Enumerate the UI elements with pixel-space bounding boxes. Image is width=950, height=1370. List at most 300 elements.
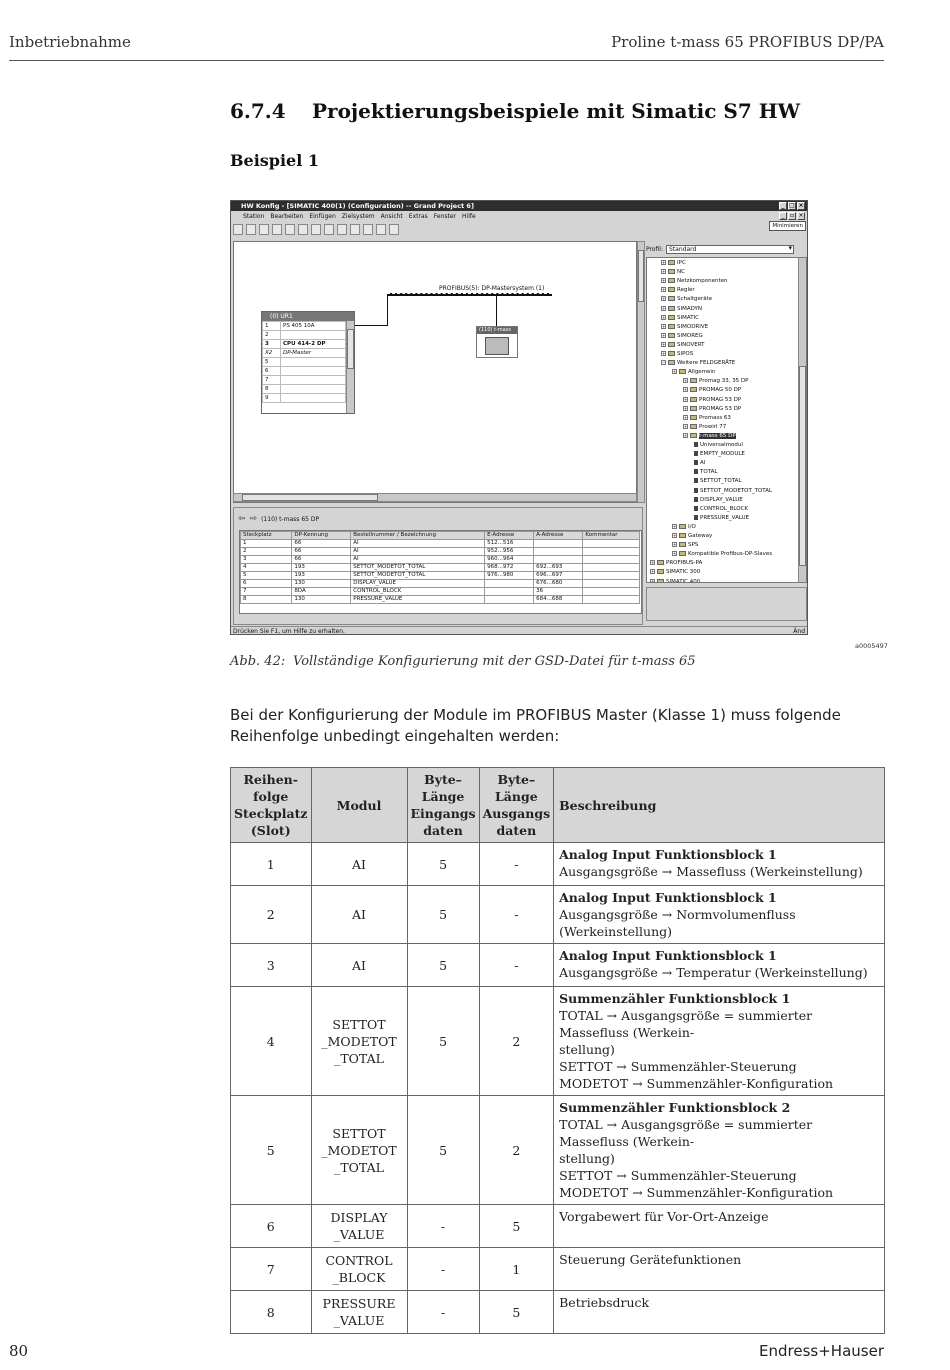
module-col-header: Bestellnummer / Bezeichnung xyxy=(351,532,485,540)
tree-node-label: DISPLAY_VALUE xyxy=(700,496,743,503)
tree-node xyxy=(661,351,693,358)
catalog-tree xyxy=(646,257,807,583)
module-cell: SETTOT_MODETOT_TOTAL xyxy=(351,564,485,572)
tree-node xyxy=(683,415,731,422)
rack-slot: 6 xyxy=(263,367,281,376)
module-row xyxy=(241,588,640,596)
output-length-cell: 2 xyxy=(479,987,554,1096)
module-cell: 696...697 xyxy=(534,572,583,580)
output-length-cell: 5 xyxy=(479,1205,554,1248)
tree-node-label: Regler xyxy=(677,287,695,294)
tree-node-label: CONTROL_BLOCK xyxy=(700,505,749,512)
module-cell: PRESSURE _VALUE xyxy=(311,1291,407,1334)
module-cell: SETTOT _MODETOT _TOTAL xyxy=(311,1096,407,1205)
description-cell xyxy=(554,1291,885,1334)
tree-node xyxy=(661,324,708,331)
tree-node-label: SIMADYN xyxy=(677,305,703,312)
module-cell: 2 xyxy=(241,548,292,556)
table-header-cell: Reihen- folge Steckplatz (Slot) xyxy=(231,768,312,843)
folder-icon xyxy=(668,360,675,365)
save-icon xyxy=(259,224,269,235)
module-icon xyxy=(694,506,698,511)
status-mode: Änd xyxy=(793,628,805,635)
tree-node-label: TOTAL xyxy=(700,469,718,476)
expand-icon: + xyxy=(651,578,655,583)
tree-node xyxy=(694,515,749,522)
module-row xyxy=(241,564,640,572)
module-cell xyxy=(583,572,640,580)
description-line: Ausgangsgröße → Normvolumenfluss (Werkeinstellung) xyxy=(559,907,796,939)
section-heading xyxy=(230,99,800,123)
expand-icon: + xyxy=(662,332,666,338)
tree-node-label: Schaltgeräte xyxy=(677,296,713,303)
description-cell xyxy=(554,886,885,944)
tree-node-label: SIMATIC 400 xyxy=(666,578,701,583)
module-cell: AI xyxy=(351,540,485,548)
module-cell xyxy=(485,588,534,596)
expand-icon: + xyxy=(684,432,688,438)
canvas-vscrollbar xyxy=(637,241,645,503)
bus-connector-h xyxy=(355,325,387,326)
output-length-cell: 2 xyxy=(479,1096,554,1205)
tree-node xyxy=(650,560,702,567)
tree-node xyxy=(661,296,712,303)
rack-module xyxy=(281,331,346,340)
module-cell: 8DA xyxy=(292,588,351,596)
tree-node xyxy=(683,424,726,431)
module-cell: 512...516 xyxy=(485,540,534,548)
expand-icon: + xyxy=(673,369,677,375)
module-cell: 66 xyxy=(292,556,351,564)
module-cell: 130 xyxy=(292,596,351,604)
network-icon xyxy=(376,224,386,235)
expand-icon: + xyxy=(684,396,688,402)
folder-icon xyxy=(668,342,675,347)
rack-scrollbar xyxy=(346,321,354,413)
slot-cell: 5 xyxy=(231,1096,312,1205)
tree-node xyxy=(694,488,772,495)
page-number: 80 xyxy=(9,1342,29,1360)
input-length-cell: 5 xyxy=(407,843,479,886)
header-rule xyxy=(9,60,884,61)
figure-code: a0005497 xyxy=(855,642,888,650)
station-canvas xyxy=(233,241,637,503)
description-cell xyxy=(554,1205,885,1248)
module-cell: AI xyxy=(311,944,407,987)
module-icon xyxy=(694,497,698,502)
rack-module xyxy=(281,367,346,376)
module-icon xyxy=(694,478,698,483)
module-cell: SETTOT_MODETOT_TOTAL xyxy=(351,572,485,580)
folder-icon xyxy=(668,306,675,311)
tree-node-label: Netzkomponenten xyxy=(677,278,728,285)
expand-icon: + xyxy=(662,269,666,275)
table-row xyxy=(231,987,885,1096)
intro-paragraph: Bei der Konfigurierung der Module im PROFIBUS Master (Klasse 1) muss folgende Reihenfolge unbedingt eingehalten werden: xyxy=(230,706,841,745)
table-row xyxy=(231,1291,885,1334)
menu-item: Station xyxy=(243,213,265,220)
tree-node-label: Promass 63 xyxy=(699,414,731,421)
tree-node xyxy=(661,360,735,367)
tree-node-label: SIPOS xyxy=(677,351,694,357)
description-line: TOTAL → Ausgangsgröße = summierter Massefluss (Werkein- xyxy=(559,1117,813,1149)
module-cell: 960...964 xyxy=(485,556,534,564)
folder-icon xyxy=(657,569,664,574)
tree-node xyxy=(683,378,749,385)
rack-row xyxy=(263,376,346,385)
slave-tmass xyxy=(476,326,518,358)
rack-row xyxy=(263,331,346,340)
paste-icon xyxy=(311,224,321,235)
module-cell xyxy=(583,596,640,604)
tree-node xyxy=(661,342,704,349)
module-cell: 676...680 xyxy=(534,580,583,588)
input-length-cell: 5 xyxy=(407,886,479,944)
tree-node xyxy=(694,442,743,449)
upload-icon xyxy=(337,224,347,235)
tree-node-label: IPC xyxy=(677,260,686,266)
module-icon xyxy=(694,469,698,474)
description-title: Analog Input Funktionsblock 1 xyxy=(559,890,777,905)
tree-node xyxy=(672,369,715,376)
description-line: stellung) xyxy=(559,1042,615,1057)
description-line: MODETOT → Summenzähler-Konfiguration xyxy=(559,1185,834,1200)
rack-row xyxy=(263,358,346,367)
folder-icon xyxy=(668,324,675,329)
expand-icon: + xyxy=(662,341,666,347)
module-col-header: Steckplatz xyxy=(241,532,292,540)
tree-node-label: Gateway xyxy=(688,533,713,539)
folder-icon xyxy=(668,287,675,292)
running-header-product: Proline t-mass 65 PROFIBUS DP/PA xyxy=(611,33,884,51)
folder-icon xyxy=(690,424,697,429)
slot-cell: 7 xyxy=(231,1248,312,1291)
statusbar xyxy=(231,626,807,635)
module-cell: 4 xyxy=(241,564,292,572)
slave-label: (110) t-mass xyxy=(477,327,517,334)
expand-icon: + xyxy=(662,323,666,329)
tree-node-label: PROMAG 53 DP xyxy=(699,405,742,412)
module-cell: CONTROL_BLOCK xyxy=(351,588,485,596)
slot-cell: 3 xyxy=(231,944,312,987)
forward-arrow-icon: ⇨ xyxy=(249,514,258,524)
tree-node xyxy=(661,315,699,322)
description-line: Betriebsdruck xyxy=(559,1295,650,1310)
tree-node-label: PROMAG 53 DP xyxy=(699,396,742,403)
print-icon xyxy=(285,224,295,235)
rack-row xyxy=(263,349,346,358)
output-length-cell: - xyxy=(479,944,554,987)
table-header-cell: Modul xyxy=(311,768,407,843)
rack-module xyxy=(281,358,346,367)
tree-node xyxy=(672,551,772,558)
menubar xyxy=(231,211,807,222)
figure-label: Abb. 42: xyxy=(230,654,286,669)
description-title: Analog Input Funktionsblock 1 xyxy=(559,948,777,963)
output-length-cell: - xyxy=(479,886,554,944)
tree-node-label: SIMODRIVE xyxy=(677,323,709,330)
table-row xyxy=(231,1248,885,1291)
bus-connector-v xyxy=(387,293,388,326)
catalog-scrollbar xyxy=(798,258,806,582)
module-col-header: A-Adresse xyxy=(534,532,583,540)
rack-slot: 8 xyxy=(263,385,281,394)
expand-icon: + xyxy=(684,423,688,429)
table-header-cell: Byte– Länge Eingangs daten xyxy=(407,768,479,843)
expand-icon: + xyxy=(673,533,677,538)
hardware-catalog xyxy=(646,241,807,623)
description-line: TOTAL → Ausgangsgröße = summierter Massefluss (Werkein- xyxy=(559,1008,813,1040)
module-cell: 193 xyxy=(292,564,351,572)
window-titlebar xyxy=(231,201,807,211)
minimize-icon: _ xyxy=(779,202,787,210)
rack-slot: 5 xyxy=(263,358,281,367)
rack-slot: 7 xyxy=(263,376,281,385)
tree-node xyxy=(672,533,712,540)
copy-icon xyxy=(298,224,308,235)
tree-node xyxy=(694,451,745,458)
table-header-cell: Byte– Länge Ausgangs daten xyxy=(479,768,554,843)
rack-module xyxy=(281,385,346,394)
folder-icon xyxy=(668,260,675,265)
folder-icon xyxy=(690,406,697,411)
tree-node-label: PROFIBUS-PA xyxy=(666,560,703,567)
module-row xyxy=(241,556,640,564)
description-line: SETTOT → Summenzähler-Steuerung xyxy=(559,1168,797,1183)
module-cell: 193 xyxy=(292,572,351,580)
tree-node xyxy=(661,287,695,294)
rack-slot: 3 xyxy=(263,340,281,349)
rack-row xyxy=(263,322,346,331)
mdi-minimize-icon: _ xyxy=(779,212,787,220)
figure-caption xyxy=(230,654,696,669)
description-title: Summenzähler Funktionsblock 2 xyxy=(559,1100,791,1115)
expand-icon: + xyxy=(651,560,655,566)
description-cell xyxy=(554,944,885,987)
module-cell xyxy=(534,548,583,556)
module-table xyxy=(240,531,640,604)
module-cell: PRESSURE_VALUE xyxy=(351,596,485,604)
brand-name: Endress+Hauser xyxy=(759,1342,884,1360)
module-cell xyxy=(583,564,640,572)
module-row xyxy=(241,548,640,556)
tree-node xyxy=(694,478,741,485)
module-row xyxy=(241,596,640,604)
expand-icon: + xyxy=(684,387,688,393)
description-line: SETTOT → Summenzähler-Steuerung xyxy=(559,1059,797,1074)
module-col-header: Kommentar xyxy=(583,532,640,540)
tree-node-label: SETTOT_TOTAL xyxy=(700,478,742,485)
module-cell: DISPLAY_VALUE xyxy=(351,580,485,588)
expand-icon: + xyxy=(662,305,666,311)
slot-order-table xyxy=(230,767,885,1334)
download-icon xyxy=(324,224,334,235)
expand-icon: + xyxy=(662,351,666,356)
table-row xyxy=(231,1096,885,1205)
tree-node xyxy=(683,433,736,440)
new-icon xyxy=(233,224,243,235)
module-icon xyxy=(694,460,698,465)
folder-icon xyxy=(668,296,675,301)
tree-node-label: t-mass 65 DP xyxy=(699,432,736,439)
module-cell: 7 xyxy=(241,588,292,596)
tree-node xyxy=(661,333,703,340)
folder-icon xyxy=(679,551,686,556)
module-cell: 5 xyxy=(241,572,292,580)
tree-node-label: Prowirl 77 xyxy=(699,423,727,430)
device-icon xyxy=(485,337,509,355)
example-heading: Beispiel 1 xyxy=(230,151,320,170)
description-cell xyxy=(554,843,885,886)
module-cell: 968...972 xyxy=(485,564,534,572)
tree-node xyxy=(650,579,700,584)
folder-icon xyxy=(657,560,664,565)
folder-icon xyxy=(690,387,697,392)
toolbar xyxy=(233,224,399,237)
module-cell: 66 xyxy=(292,548,351,556)
expand-icon: + xyxy=(684,378,688,384)
table-header-cell: Beschreibung xyxy=(554,768,885,843)
rack-module xyxy=(281,394,346,403)
rack-row xyxy=(263,340,346,349)
module-cell: SETTOT _MODETOT _TOTAL xyxy=(311,987,407,1096)
module-row xyxy=(241,540,640,548)
module-cell: AI xyxy=(351,556,485,564)
menu-item: Zielsystem xyxy=(341,213,375,220)
expand-icon: + xyxy=(662,314,666,320)
tree-node xyxy=(661,269,685,276)
rack-slot: 2 xyxy=(263,331,281,340)
description-title: Analog Input Funktionsblock 1 xyxy=(559,847,777,862)
tree-node xyxy=(694,460,705,467)
menu-item: Fenster xyxy=(433,213,457,220)
tree-node xyxy=(694,497,743,504)
output-length-cell: 5 xyxy=(479,1291,554,1334)
expand-icon: + xyxy=(684,414,688,420)
station-label: (110) t-mass 65 DP xyxy=(261,516,320,523)
section-title: Projektierungsbeispiele mit Simatic S7 HW xyxy=(312,99,801,123)
menu-item: Ansicht xyxy=(380,213,403,220)
input-length-cell: 5 xyxy=(407,1096,479,1205)
tooltip: Minimieren xyxy=(769,221,806,231)
module-cell: AI xyxy=(311,886,407,944)
rack-module: DP-Master xyxy=(281,349,346,358)
rack-row xyxy=(263,394,346,403)
module-cell xyxy=(485,580,534,588)
module-cell: 6 xyxy=(241,580,292,588)
expand-icon: + xyxy=(673,551,677,557)
tree-node-label: I/O xyxy=(688,523,696,530)
rack-slot: X2 xyxy=(263,349,281,358)
tree-node-label: SIMATIC xyxy=(677,314,700,321)
tree-node xyxy=(661,306,702,313)
tree-node xyxy=(672,524,696,531)
tree-node-label: Promag 33, 35 DP xyxy=(699,378,749,385)
detail-panel xyxy=(233,507,643,625)
module-cell: 36 xyxy=(534,588,583,596)
rack-title: (0) UR1 xyxy=(262,312,354,321)
folder-icon xyxy=(679,542,686,547)
table-row xyxy=(231,1205,885,1248)
view-icon xyxy=(363,224,373,235)
menu-item: Extras xyxy=(408,213,428,220)
module-col-header: DP-Kennung xyxy=(292,532,351,540)
tree-node-label: PRESSURE_VALUE xyxy=(700,514,750,521)
tree-node-label: Kompatible Profibus-DP-Slaves xyxy=(688,551,773,558)
folder-icon xyxy=(668,351,675,356)
slot-cell: 8 xyxy=(231,1291,312,1334)
profibus-line xyxy=(387,293,552,296)
module-cell: AI xyxy=(311,843,407,886)
profile-label: Profil: xyxy=(646,246,663,253)
tree-node-label: SINOVERT xyxy=(677,341,705,348)
section-number: 6.7.4 xyxy=(230,99,286,123)
rack-module xyxy=(281,376,346,385)
slot-cell: 2 xyxy=(231,886,312,944)
module-cell: 692...693 xyxy=(534,564,583,572)
back-arrow-icon: ⇦ xyxy=(238,514,246,524)
rack-slot: 9 xyxy=(263,394,281,403)
catalog-icon xyxy=(350,224,360,235)
description-cell xyxy=(554,1248,885,1291)
module-cell: 8 xyxy=(241,596,292,604)
close-icon: × xyxy=(798,202,804,209)
description-line: Ausgangsgröße → Massefluss (Werkeinstellung) xyxy=(559,864,863,879)
module-icon xyxy=(694,451,698,456)
hw-konfig-screenshot xyxy=(230,200,808,635)
expand-icon: + xyxy=(662,278,666,284)
module-cell xyxy=(583,540,640,548)
expand-icon: + xyxy=(684,405,688,411)
folder-icon xyxy=(690,433,697,438)
tree-node xyxy=(694,469,717,476)
tree-node xyxy=(694,506,748,513)
menu-item: Bearbeiten xyxy=(270,213,304,220)
module-cell xyxy=(583,588,640,596)
description-line: MODETOT → Summenzähler-Konfiguration xyxy=(559,1076,834,1091)
folder-icon xyxy=(668,269,675,274)
module-row xyxy=(241,580,640,588)
folder-icon xyxy=(679,369,686,374)
compile-icon xyxy=(272,224,282,235)
rack-ur1 xyxy=(261,311,355,414)
slot-cell: 6 xyxy=(231,1205,312,1248)
bus-label: PROFIBUS(5): DP-Mastersystem (1) xyxy=(439,285,545,292)
canvas-hscrollbar xyxy=(233,493,637,502)
folder-icon xyxy=(679,524,686,529)
module-icon xyxy=(694,515,698,520)
folder-icon xyxy=(668,315,675,320)
expand-icon: + xyxy=(673,523,677,529)
expand-icon: + xyxy=(673,542,677,548)
module-cell xyxy=(534,556,583,564)
menu-item: Hilfe xyxy=(462,213,476,220)
description-line: Steuerung Gerätefunktionen xyxy=(559,1252,742,1267)
mdi-close-icon: × xyxy=(798,212,804,219)
status-text: Drücken Sie F1, um Hilfe zu erhalten. xyxy=(233,628,345,635)
tree-node xyxy=(661,278,728,285)
description-line: Vorgabewert für Vor-Ort-Anzeige xyxy=(559,1209,769,1224)
module-cell: DISPLAY _VALUE xyxy=(311,1205,407,1248)
rack-module: CPU 414-2 DP xyxy=(281,340,346,349)
table-row xyxy=(231,886,885,944)
module-cell xyxy=(485,596,534,604)
folder-icon xyxy=(690,378,697,383)
description-cell xyxy=(554,987,885,1096)
input-length-cell: - xyxy=(407,1248,479,1291)
expand-icon: + xyxy=(662,260,666,265)
profile-select: Standard ▾ xyxy=(666,245,794,254)
